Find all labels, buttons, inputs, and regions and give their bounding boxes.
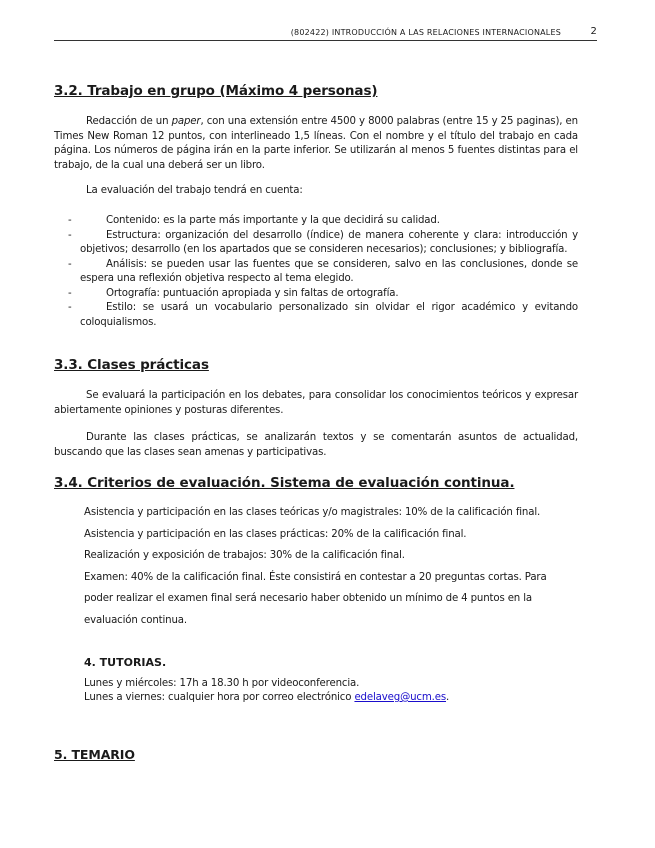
evaluation-item: Asistencia y participación en las clases teóricas y/o magistrales: 10% de la calificación final. [84,507,541,518]
group-work-text-emphasis: paper [171,116,201,127]
tutoring-line-2 [84,691,578,705]
tutoring-line-2-end: . [446,692,450,703]
evaluation-item: Realización y exposición de trabajos: 30% de la calificación final. [84,550,405,561]
bullet-dash: - [68,215,72,226]
section-heading-4: 4. TUTORIAS. [84,656,167,669]
list-item [54,258,578,287]
list-item-text: Contenido: es la parte más importante y la que decidirá su calidad. [106,215,440,226]
bullet-dash: - [68,258,72,270]
header-title: (802422) INTRODUCCIÓN A LAS RELACIONES INTERNACIONALES [290,28,561,37]
list-item-text: Estilo: se usará un vocabulario personalizado sin olvidar el rigor académico y evitando coloquialismos. [80,302,578,328]
section-heading-5: 5. TEMARIO [54,747,135,762]
group-work-paragraph [54,115,578,173]
bullet-dash: - [68,287,72,299]
practical-paragraph-2: Durante las clases prácticas, se analizarán textos y se comentarán asuntos de actualidad, buscando que las clases sean amenas y participativas. [54,432,578,458]
page-header [54,26,597,41]
list-item [54,301,578,330]
group-work-text-start: Redacción de un [86,116,172,127]
evaluation-item: Examen: 40% de la calificación final. Éste consistirá en contestar a 20 preguntas cortas. Para poder realizar el examen final será necesario haber obtenido un mínimo de 4 puntos en la evaluación continua. [84,571,547,626]
page-number: 2 [590,26,597,37]
section-heading-3-2: 3.2. Trabajo en grupo (Máximo 4 personas) [54,83,378,99]
evaluation-item: Asistencia y participación en las clases prácticas: 20% de la calificación final. [84,528,467,540]
evaluation-criteria [84,502,578,631]
list-item-text: Estructura: organización del desarrollo (índice) de manera coherente y clara: introducción y objetivos; desarrollo (en los apartados que se consideren necesarios); conclusiones; y bibliografía. [80,229,578,255]
evaluation-intro: La evaluación del trabajo tendrá en cuenta: [86,185,303,196]
list-item-text: Ortografía: puntuación apropiada y sin faltas de ortografía. [106,287,399,299]
tutoring-hours [84,677,578,705]
tutoring-line-2-text: Lunes a viernes: cualquier hora por correo electrónico [84,692,355,703]
practical-paragraph-1: Se evaluará la participación en los debates, para consolidar los conocimientos teóricos y expresar abiertamente opiniones y posturas diferentes. [54,390,578,416]
group-work-text-end: , con una extensión entre 4500 y 8000 palabras (entre 15 y 25 paginas), en Times New Roman 12 puntos, con interlineado 1,5 líneas. Con el nombre y el título del trabajo en cada página. Los números de página irán en la parte inferior. Se utilizarán al menos 5 fuentes distintas para el trabajo, de la cual una deberá ser un libro. [54,116,578,171]
bullet-dash: - [68,302,72,313]
list-item [54,214,578,229]
email-link[interactable]: edelaveg@ucm.es [354,692,447,703]
work-criteria-list [54,214,578,330]
bullet-dash: - [68,229,72,241]
list-item-text: Análisis: se pueden usar las fuentes que se consideren, salvo en las conclusiones, donde se espera una reflexión objetiva respecto al tema elegido. [80,258,578,284]
list-item [54,287,578,302]
section-heading-3-4: 3.4. Criterios de evaluación. Sistema de evaluación continua. [54,475,515,491]
tutoring-line-1: Lunes y miércoles: 17h a 18.30 h por videoconferencia. [84,678,360,689]
list-item [54,229,578,258]
section-heading-3-3: 3.3. Clases prácticas [54,357,209,373]
